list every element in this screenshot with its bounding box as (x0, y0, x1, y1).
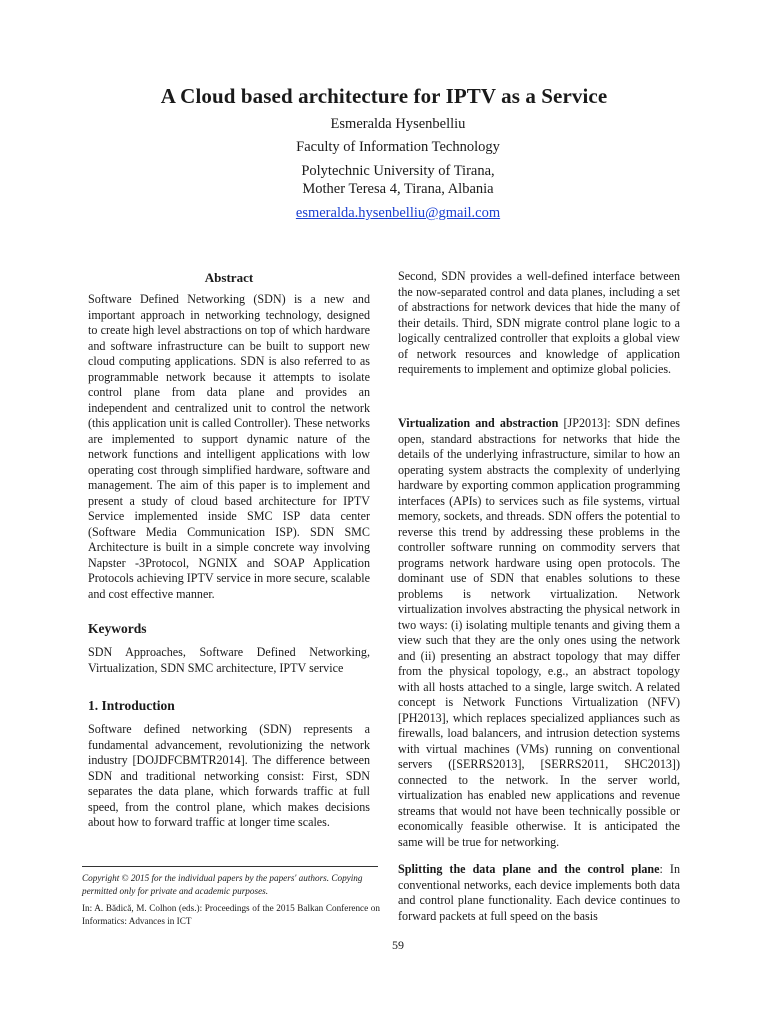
introduction-text: Software defined networking (SDN) represents a fundamental advancement, revolutionizing the network industry [DOJDFCBMTR2014]. The difference between SDN and traditional networking consist: First, SDN separates the data plane, which forwards traffic at full speed, from the control plane, which makes decisions about how to forward traffic at longer time scales. (88, 722, 370, 829)
right-paragraph-2 (398, 416, 680, 850)
virtualization-lead: Virtualization and abstraction (398, 416, 559, 430)
author-address: Mother Teresa 4, Tirana, Albania (302, 181, 494, 197)
splitting-text: : In conventional networks, each device implements both data and control plane functionality. Each device continues to forward packets at full speed on the basis (398, 862, 680, 923)
introduction-heading: 1. Introduction (88, 698, 175, 713)
virtualization-text: [JP2013]: SDN defines open, standard abstractions for networks that hide the details of the underlying infrastructure, similar to how an operating system abstracts the complexity of underlying hardware by exporting common application programming interfaces (APIs) to services such as file systems, virtual memory, sockets, and threads. SDN offers the potential to reverse this trend by addressing these problems in the controller software running on commodity servers that programs network hardware using open protocols. The dominant use of SDN that enables solutions to these problems is network virtualization. Network virtualization involves abstracting the physical network in two ways: (i) isolating multiple tenants and giving them a view such that they are the only ones using the network and (ii) presenting an abstract topology that may differ from the physical topology, e.g., an abstract topology with all hosts attached to a single, large switch. A related concept is Network Functions Virtualization (NFV) [PH2013], which replaces specialized appliances such as firewalls, load balancers, and intrusion detection systems with virtual machines (VMs) running on conventional servers ([SERRS2013], [SERRS2011, SHC2013]) connected to the network. In the server world, virtualization has enabled new applications and revenue streams that would not have been technically possible or economically feasible otherwise. It is anticipated the same will be true for networking. (398, 416, 680, 849)
page-number: 59 (392, 938, 404, 952)
right-paragraph-1: Second, SDN provides a well-defined interface between the now-separated control and data planes, including a set of abstractions for network devices that hide the many of their details. Third, SDN migrate control plane logic to a logically centralized controller that exploits a global view of network resources and knowledge of application requirements to implement and optimize global policies. (398, 269, 680, 376)
splitting-lead: Splitting the data plane and the control plane (398, 862, 660, 876)
footnote-divider (82, 866, 378, 867)
copyright-footnote: Copyright © 2015 for the individual papers by the papers' authors. Copying permitted only for private and academic purposes. (82, 873, 363, 896)
abstract-heading: Abstract (204, 270, 254, 285)
keywords-heading: Keywords (88, 621, 147, 636)
right-paragraph-3 (398, 862, 680, 924)
author-affiliation: Faculty of Information Technology (296, 139, 500, 155)
paper-title: A Cloud based architecture for IPTV as a Service (160, 84, 608, 108)
author-university: Polytechnic University of Tirana, (301, 163, 495, 179)
abstract-text: Software Defined Networking (SDN) is a new and important approach in networking technology, designed to create high level abstractions on top of which hardware and software infrastructure can be built to support new cloud computing applications. SDN is also referred to as programmable network because it attempts to isolate control plane from data plane and provides an independent and centralized unit to control the network (this application unit is called Controller). These networks are implemented to support dynamic nature of the network functions and intelligent applications with low operating cost through simplified hardware, software and management. The aim of this paper is to implement and present a study of cloud based architecture for IPTV Service implemented inside SMC ISP data center (Software Media Communication ISP). SDN SMC Architecture is built in a simple concrete way involving Napster -3Protocol, NGNIX and SOAP Application Protocols achieving IPTV service in more secure, scalable and cost effective manner. (88, 292, 370, 601)
proceedings-footnote: In: A. Bădică, M. Colhon (eds.): Proceedings of the 2015 Balkan Conference on Informatics: Advances in ICT (82, 903, 380, 926)
author-name: Esmeralda Hysenbelliu (330, 116, 466, 132)
keywords-text: SDN Approaches, Software Defined Networking, Virtualization, SDN SMC architecture, IPTV service (88, 645, 370, 675)
author-email-link[interactable]: esmeralda.hysenbelliu@gmail.com (295, 205, 501, 221)
